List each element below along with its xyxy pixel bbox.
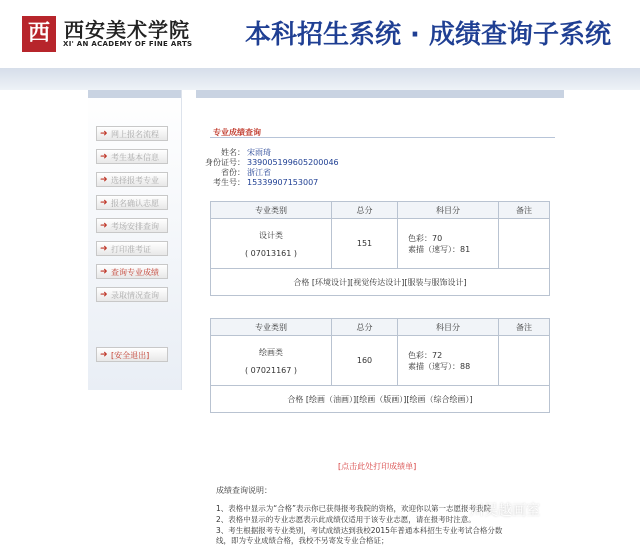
academy-name-en: XI' AN ACADEMY OF FINE ARTS (63, 40, 193, 48)
total-cell: 151 (332, 219, 398, 269)
academy-name-cn: 西安美术学院 (64, 18, 190, 42)
arrow-right-icon: ➜ (100, 244, 108, 254)
arrow-right-icon: ➜ (100, 221, 108, 231)
system-title: 本科招生系统 · 成绩查询子系统 (245, 20, 611, 50)
table-header-row (211, 202, 550, 219)
remark-cell (499, 219, 550, 269)
result-row (211, 386, 550, 413)
note-item: 1、表格中显示为“合格”表示你已获得报考我院的资格，欢迎你以第一志愿报考我院 (216, 504, 492, 513)
sidebar-item-confirm-choice[interactable]: ➜ 报名确认志愿 (96, 195, 168, 210)
info-province: 省份： 浙江省 (221, 168, 271, 177)
sidebar-item-print-admission[interactable]: ➜ 打印准考证 (96, 241, 168, 256)
info-id-number: 身份证号： 339005199605200046 (205, 158, 339, 167)
total-cell: 160 (332, 336, 398, 386)
watermark: 川吴越画室 (470, 503, 540, 519)
sidebar-item-basic-info[interactable]: ➜ 考生基本信息 (96, 149, 168, 164)
sidebar-item-exam-room[interactable]: ➜ 考场安排查询 (96, 218, 168, 233)
arrow-right-icon: ➜ (100, 198, 108, 208)
col-header-category: 专业类别 (211, 319, 332, 336)
col-header-total: 总分 (332, 319, 398, 336)
table-row (211, 336, 550, 386)
col-header-category: 专业类别 (211, 202, 332, 219)
sidebar-top-bar (88, 90, 181, 98)
main-top-bar (196, 90, 564, 98)
arrow-right-icon: ➜ (100, 129, 108, 139)
sidebar-item-query-scores[interactable]: ➜ 查询专业成绩 (96, 264, 168, 279)
header-band (0, 68, 640, 90)
col-header-subjects: 科目分 (398, 319, 499, 336)
arrow-right-icon: ➜ (100, 350, 108, 360)
title-divider (210, 137, 555, 138)
arrow-right-icon: ➜ (100, 152, 108, 162)
note-item: 3、考生根据报考专业类别，考试成绩达到我校2015年普通本科招生专业考试合格分数 (216, 526, 503, 535)
table-row (211, 219, 550, 269)
note-item: 2、表格中显示的专业志愿表示此成绩仅适用于该专业志愿，请在报考时注意。 (216, 515, 476, 524)
info-exam-number: 考生号： 15339907153007 (213, 178, 319, 187)
arrow-right-icon: ➜ (100, 175, 108, 185)
score-table-painting (210, 318, 550, 413)
col-header-subjects: 科目分 (398, 202, 499, 219)
academy-seal-logo: 西 (22, 16, 56, 52)
result-cell: 合格 [环境设计][视觉传达设计][服装与服饰设计] (211, 269, 550, 296)
table-header-row (211, 319, 550, 336)
result-cell: 合格 [绘画（油画）][绘画（版画）][绘画（综合绘画）] (211, 386, 550, 413)
score-table-design (210, 201, 550, 296)
subjects-cell: 色彩：72 素描（速写）：88 (398, 336, 499, 386)
arrow-right-icon: ➜ (100, 267, 108, 277)
col-header-remark: 备注 (499, 319, 550, 336)
info-name: 姓名： 宋雨琦 (221, 148, 271, 157)
subjects-cell: 色彩：70 素描（速写）：81 (398, 219, 499, 269)
col-header-remark: 备注 (499, 202, 550, 219)
remark-cell (499, 336, 550, 386)
header (0, 0, 640, 68)
print-transcript-link[interactable]: [点击此处打印成绩单] (338, 462, 417, 471)
safe-exit-button[interactable]: ➜ [安全退出] (96, 347, 168, 362)
section-title: 专业成绩查询 (213, 128, 261, 137)
category-cell: 设计类 ( 07013161 ) (211, 219, 332, 269)
note-item: 线，即为专业成绩合格，我校不另寄发专业合格证； (216, 536, 389, 545)
category-cell: 绘画类 ( 07021167 ) (211, 336, 332, 386)
sidebar-item-admission-status[interactable]: ➜ 录取情况查询 (96, 287, 168, 302)
sidebar-item-registration-process[interactable]: ➜ 网上报名流程 (96, 126, 168, 141)
result-row (211, 269, 550, 296)
col-header-total: 总分 (332, 202, 398, 219)
arrow-right-icon: ➜ (100, 290, 108, 300)
notes-title: 成绩查询说明： (216, 486, 272, 495)
sidebar-item-choose-major[interactable]: ➜ 选择报考专业 (96, 172, 168, 187)
